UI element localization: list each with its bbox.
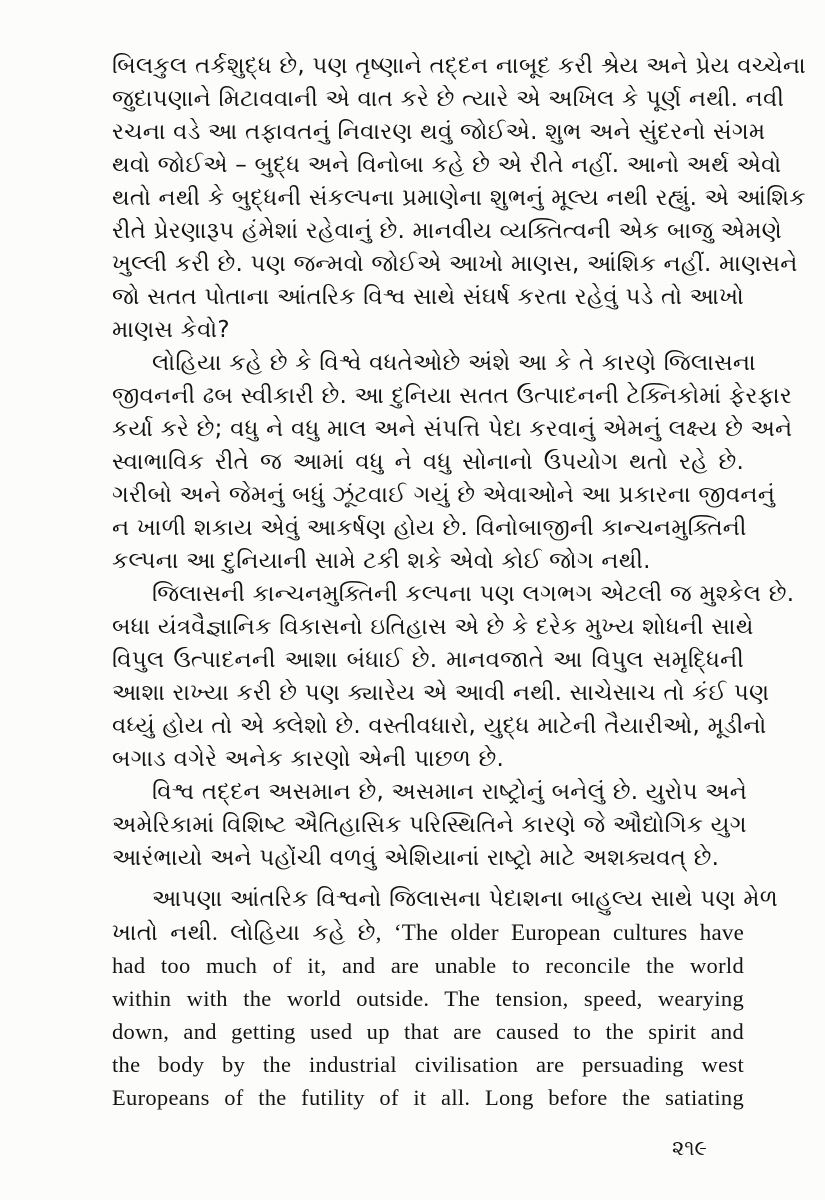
- paragraph: [112, 347, 793, 578]
- text-line: આપણા આંતરિક વિશ્વનો જિલાસના પેદાશના બાહુલ્ય સાથે પણ મેળ: [152, 886, 778, 912]
- text-line: થવો જોઈએ – બુદ્ધ અને વિનોબા કહે છે એ રીતે નહીં. આનો અર્થ એવો: [112, 152, 782, 178]
- text-line: વિશ્વ તદ્દન અસમાન છે, અસમાન રાષ્ટ્રોનું બનેલું છે. યુરોપ અને: [152, 779, 748, 805]
- text-line: within with the world outside. The tension, speed, wearying: [112, 986, 744, 1011]
- text-line: Europeans of the futility of it all. Long before the satiating: [112, 1085, 744, 1110]
- text-line: માણસ કેવો?: [112, 317, 230, 343]
- text-line: બગાડ વગેરે અનેક કારણો એની પાછળ છે.: [112, 746, 504, 772]
- paragraph: [112, 578, 795, 776]
- page-number: ૨૧૯: [671, 1136, 707, 1160]
- text-line: રચના વડે આ તફાવતનું નિવારણ થવું જોઈએ. શુભ અને સુંદરનો સંગમ: [112, 119, 766, 145]
- text-line: સ્વાભાવિક રીતે જ આમાં વધુ ને વધુ સોનાનો ઉપયોગ થતો રહે છે.: [112, 449, 744, 475]
- text-line: કર્યા કરે છે; વધુ ને વધુ માલ અને સંપત્તિ પેદા કરવાનું એમનું લક્ષ્ય છે અને: [112, 416, 793, 442]
- text-line: had too much of it, and are unable to reconcile the world: [112, 953, 744, 978]
- text-block: [112, 50, 806, 1114]
- text-line: ગરીબો અને જેમનું બધું ઝૂંટવાઈ ગયું છે એવાઓને આ પ્રકારના જીવનનું: [112, 482, 776, 508]
- text-line: વધ્યું હોય તો એ ક્લેશો છે. વસ્તીવધારો, યુદ્ધ માટેની તૈયારીઓ, મૂડીનો: [112, 713, 767, 739]
- paragraph: [112, 50, 806, 347]
- text-line: થતો નથી કે બુદ્ધની સંકલ્પના પ્રમાણેના શુભનું મૂલ્ય નથી રહ્યું. એ આંશિક: [112, 185, 806, 211]
- text-line: જીવનની ઢબ સ્વીકારી છે. આ દુનિયા સતત ઉત્પાદનની ટેક્નિકોમાં ફેરફાર: [112, 383, 792, 409]
- text-line: રીતે પ્રેરણારૂપ હંમેશાં રહેવાનું છે. માનવીય વ્યક્તિત્વની એક બાજુ એમણે: [112, 218, 782, 244]
- text-line: જુદાપણાને મિટાવવાની એ વાત કરે છે ત્યારે એ અખિલ કે પૂર્ણ નથી. નવી: [112, 86, 785, 112]
- text-line: ખુલ્લી કરી છે. પણ જન્મવો જોઈએ આખો માણસ, આંશિક નહીં. માણસને: [112, 251, 798, 277]
- text-line: અમેરિકામાં વિશિષ્ટ ઐતિહાસિક પરિસ્થિતિને કારણે જે ઔદ્યોગિક યુગ: [112, 812, 747, 838]
- text-line: લોહિયા કહે છે કે વિશ્વે વધતેઓછે અંશે આ કે તે કારણે જિલાસના: [152, 350, 756, 376]
- paragraph: [112, 776, 748, 875]
- text-line: કલ્પના આ દુનિયાની સામે ટકી શકે એવો કોઈ જોગ નથી.: [112, 548, 651, 574]
- text-line: ખાતો નથી. લોહિયા કહે છે, ‘The older European cultures have: [112, 920, 744, 945]
- text-line: બિલકુલ તર્કશુદ્ધ છે, પણ તૃષ્ણાને તદ્દન નાબૂદ કરી શ્રેય અને પ્રેય વચ્ચેના: [112, 53, 806, 79]
- text-line: આરંભાયો અને પહોંચી વળવું એશિયાનાં રાષ્ટ્રો માટે અશક્યવત્ છે.: [112, 845, 720, 871]
- text-line: બધા યંત્રવૈજ્ઞાનિક વિકાસનો ઇતિહાસ એ છે કે દરેક મુખ્ય શોધની સાથે: [112, 614, 754, 640]
- text-line: જિલાસની કાન્ચનમુક્તિની કલ્પના પણ લગભગ એટલી જ મુશ્કેલ છે.: [152, 581, 795, 607]
- paragraph: [112, 883, 778, 1114]
- text-line: ન ખાળી શકાય એવું આકર્ષણ હોય છે. વિનોબાજીની કાન્ચનમુક્તિની: [112, 515, 747, 541]
- text-line: down, and getting used up that are caused to the spirit and: [112, 1019, 744, 1044]
- text-line: જો સતત પોતાના આંતરિક વિશ્વ સાથે સંઘર્ષ કરતા રહેવું પડે તો આખો: [112, 284, 744, 310]
- text-line: the body by the industrial civilisation are persuading west: [112, 1052, 744, 1077]
- text-line: વિપુલ ઉત્પાદનની આશા બંધાઈ છે. માનવજાતે આ વિપુલ સમૃદ્ધિની: [112, 647, 744, 673]
- text-line: આશા રાખ્યા કરી છે પણ ક્યારેય એ આવી નથી. સાચેસાચ તો કંઈ પણ: [112, 680, 770, 706]
